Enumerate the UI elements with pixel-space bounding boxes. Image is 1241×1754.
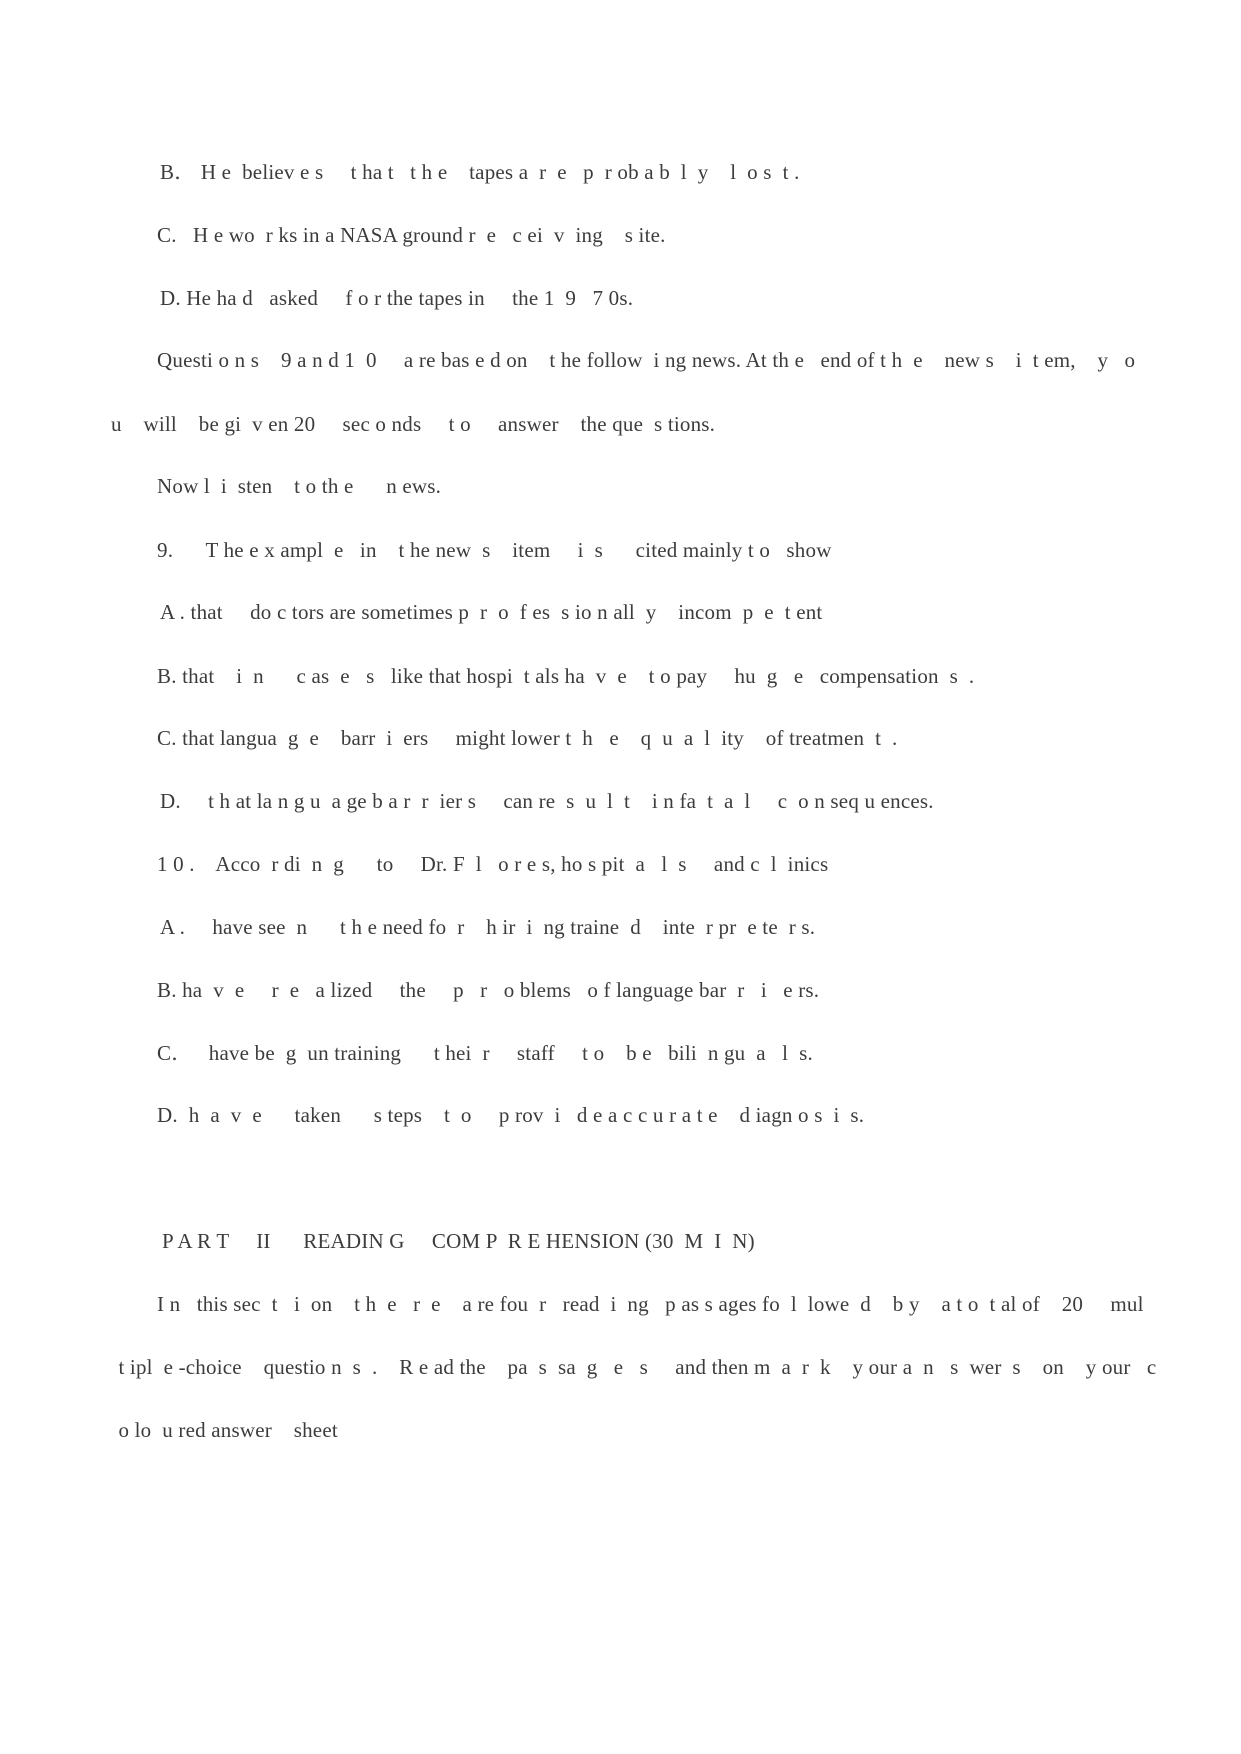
part2-paragraph-line-3: o lo u red answer sheet [113, 1418, 338, 1442]
q8-option-c: C. H e wo r ks in a NASA ground r e c ei v ing s ite. [157, 223, 666, 247]
q9-option-a: A . that do c tors are sometimes p r o f es s io n all y incom p e t ent [160, 600, 823, 624]
q9-option-d: D. t h at la n g u a ge b a r r ier s can re s u l t i n fa t a l c o n seq u ences. [160, 789, 934, 813]
q9-stem: 9. T he e x ampl e in t he new s item i s cited mainly t o show [157, 538, 832, 562]
q8-option-d: D. He ha d asked f o r the tapes in the 1 9 7 0s. [160, 286, 634, 310]
q9-option-b: B. that i n c as e s like that hospi t als ha v e t o pay hu g e compensation s . [157, 664, 975, 688]
instructions-line-3: Now l i sten t o th e n ews. [157, 474, 442, 498]
q10-stem: 1 0 . Acco r di n g to Dr. F l o r e s, ho s pit a l s and c l inics [157, 852, 829, 876]
q9-option-c: C. that langua g e barr i ers might lower t h e q u a l ity of treatmen t . [157, 726, 898, 750]
q10-option-a: A . have see n t h e need fo r h ir i ng traine d inte r pr e te r s. [160, 915, 816, 939]
instructions-line-2: u will be gi v en 20 sec o nds t o answer the que s tions. [111, 412, 716, 436]
part2-paragraph-line-1: I n this sec t i on t h e r e a re fou r read i ng p as s ages fo l lowe d b y a t o t al of 20 mul [157, 1292, 1144, 1316]
instructions-line-1: Questi o n s 9 a n d 1 0 a re bas e d on t he follow i ng news. At th e end of t h e new s i t em, y o [157, 348, 1136, 372]
q10-option-b: B. ha v e r e a lized the p r o blems o f language bar r i e rs. [157, 978, 820, 1002]
part2-heading: P A R T II READIN G COM P R E HENSION (30 M I N) [162, 1229, 755, 1253]
q10-option-c: C． have be g un training t hei r staff t o b e bili n gu a l s. [157, 1041, 813, 1065]
q8-option-b: B． H e believ e s t ha t t h e tapes a r e p r ob a b l y l o s t . [160, 160, 800, 184]
part2-paragraph-line-2: t ipl e -choice questio n s . R e ad the pa s sa g e s and then m a r k y our a n s wer s on y our c [113, 1355, 1157, 1379]
q10-option-d: D. h a v e taken s teps t o p rov i d e a c c u r a t e d iagn o s i s. [157, 1103, 865, 1127]
